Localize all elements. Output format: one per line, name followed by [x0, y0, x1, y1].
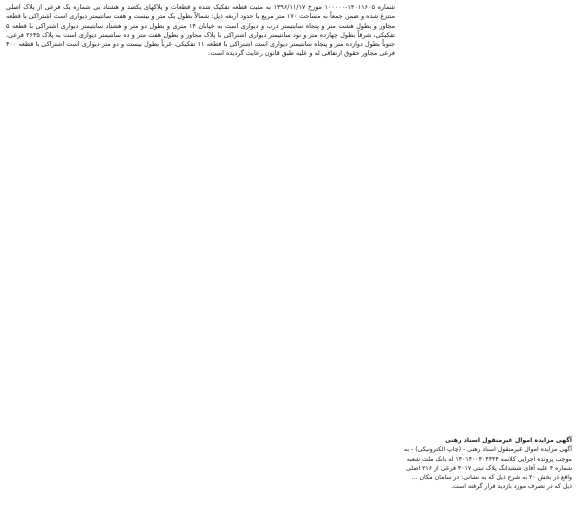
- notice-side-column: [402, 436, 572, 492]
- notice-body-column: [6, 3, 395, 523]
- notice-intro-paragraph: آگهی مزایده اموال غیرمنقول اسناد رهنی - (چاپ الکترونیکی) - به موجب پرونده اجرایی کلاسه ۱۴۰۱۴۰۰۴۰۴۴۴۴ له بانک ملت شعبه شماره ۴ علیه آقای ششدانگ پلاک ثبتی ۴۰۱۷ فرعی از ۲۱۶ اصلی واقع در بخش ۲۰ به شرح ذیل که به نشانی: در سامان مکان ... ذیل که در تصرف مورد بازدید قرار گرفته است.: [404, 446, 572, 491]
- notice-title: آگهی مزایده اموال غیرمنقول اسناد رهنی: [444, 437, 572, 444]
- notice-paragraph: شماره ۱۴۰۱۱۶۰۵-۱۰۰۰۰۰ مورخ ۱۳۹۶/۱۱/۱۷ به مثبت قطعه تفکیک شده و قطعات و پلاکهای یکصد و هشتاد بی شماره یک فرعی از پلاک اصلی منتزع شده و ضمن جمعاً به مساحت ۱۷۰ متر مربع با حدود اربعه ذیل: شمالاً بطول یک متر و بیست و هفت سانتیمتر دیواری است اشتراکی با قطعه مجاور و بطول هشت متر و پنجاه سانتیمتر درب و دیواری است به خیابان ۱۴ متری و بطول دو متر و هشتاد سانتیمتر دیواری اشتراکی با قطعه ۵ تفکیکی، شرقاً بطول چهارده متر و نود سانتیمتر دیواری اشتراکی با پلاک مجاور و بطول هفت متر و ده سانتیمتر دیواری است به پلاک ۲۶۳۵ فرعی، جنوباً بطول دوازده متر و پنجاه سانتیمتر دیواری است اشتراکی با قطعه ۱۱ تفکیکی، غرباً بطول بیست و دو متر دیواری است اشتراکی با قطعه ۴۰۰ فرعی مجاور حقوق ارتفاقی له و علیه طبق قانون رعایت گردیده است.: [6, 3, 395, 58]
